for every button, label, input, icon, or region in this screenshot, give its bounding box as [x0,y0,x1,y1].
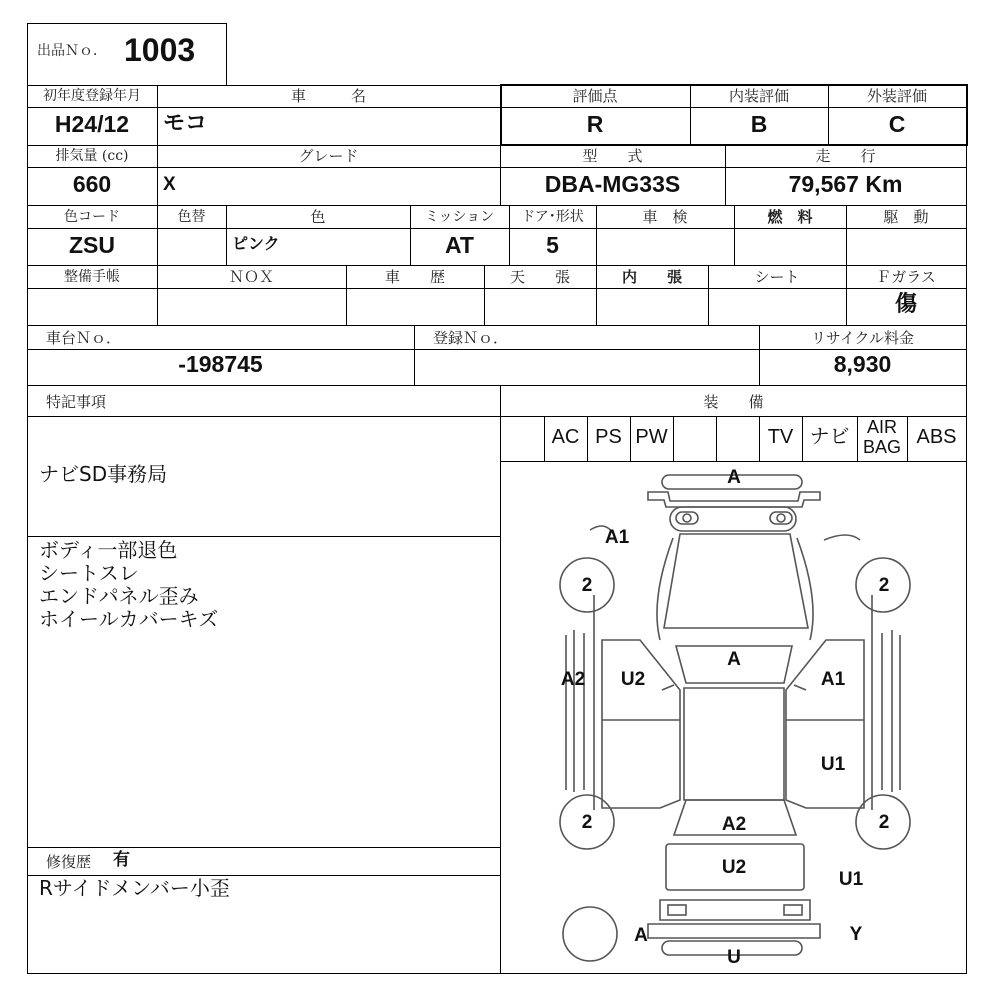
interior-trim-label: 内 張 [621,268,682,286]
equipment-item-ac: AC [551,426,580,448]
damage-code-front-bumper: A [727,467,741,488]
recycle-value: 8,930 [833,351,892,377]
first-reg-label: 初年度登録年月 [43,88,141,104]
front-grille-outline [670,507,796,531]
damage-code-left-front-fender: A1 [604,527,630,548]
repair-detail: Rサイドメンバー小歪 [39,876,230,900]
equipment-label: 装 備 [703,393,764,411]
mileage-value: 79,567 Km [788,171,903,197]
equipment-item-pw: PW [635,426,668,448]
score-value: R [586,111,604,137]
damage-code-rear-bumper: U [727,947,741,968]
headliner-label: 天 張 [509,268,570,286]
damage-code-tailgate: U2 [721,857,747,878]
transmission-value: AT [445,232,474,258]
damage-code-roof-front: A [727,649,741,670]
damage-code-right-rear-door: U1 [820,754,846,775]
damage-code-roof-rear: A2 [721,814,747,835]
equipment-item-navi: ナビ [809,426,850,448]
repaint-label: 色替 [177,209,206,225]
score-label: 評価点 [572,87,618,105]
damage-code-right-front-door: A1 [820,669,846,690]
displacement-label: 排気量 (cc) [55,148,129,164]
repair-label: 修復歴 [46,853,92,871]
equipment-item-ps: PS [595,426,622,448]
note-line: シートスレ [39,561,139,585]
drive-label: 駆 動 [883,208,929,226]
car-name-label: 車 名 [290,87,366,105]
spare-tire-outline [563,907,617,961]
chassis-value: -198745 [178,351,263,377]
roof-outline [662,646,806,835]
chassis-label: 車台Ｎｏ． [46,329,122,347]
damage-code-right-rear-wheel: 2 [878,812,890,833]
history-label: 車 歴 [384,268,445,286]
interior-score-label: 内装評価 [728,87,789,105]
inspection-label: 車 検 [642,208,688,226]
equipment-item-airbag: AIR BAG [862,417,901,457]
car-name-value: モコ [163,111,208,136]
color-value: ピンク [232,234,280,253]
repair-value: 有 [113,850,130,870]
notes-label: 特記事項 [46,393,107,411]
exterior-score-value: C [888,111,906,137]
car-damage-diagram [501,462,967,973]
color-label: 色 [310,208,326,226]
notes-top-line: ナビSD事務局 [39,462,168,486]
exterior-score-label: 外装評価 [866,87,927,105]
damage-code-rear-bumper-right: Y [849,924,863,945]
damage-marks [561,467,889,968]
color-code-label: 色コード [64,209,120,225]
damage-code-right-quarter: U1 [838,869,864,890]
fuel-label: 燃 料 [767,208,813,226]
service-book-label: 整備手帳 [64,269,120,285]
transmission-label: ミッション [424,209,495,225]
model-value: DBA-MG33S [544,171,681,197]
damage-code-left-front-door: A2 [560,669,586,690]
equipment-item-abs: ABS [916,426,957,448]
displacement-value: 660 [72,171,112,197]
damage-code-right-front-wheel: 2 [878,575,890,596]
grade-value: X [163,174,176,195]
notes-list [39,539,218,631]
doors-label: ドア･形状 [521,209,584,225]
note-line: エンドパネル歪み [39,584,199,608]
color-code-value: ZSU [69,232,115,258]
lot-label: 出品Ｎｏ． [37,43,107,59]
lot-number: 1003 [124,32,196,68]
first-reg-value: H24/12 [54,111,130,137]
model-label: 型 式 [582,147,643,165]
damage-code-left-front-wheel: 2 [581,575,593,596]
mileage-label: 走 行 [815,147,876,165]
damage-code-left-pillar: U2 [620,669,646,690]
recycle-label: リサイクル料金 [811,329,914,347]
equipment-item-tv: TV [767,426,794,448]
grade-label: グレード [298,147,359,165]
registration-label: 登録Ｎｏ． [433,329,509,347]
seat-label: シート [754,268,800,286]
nox-label: ＮＯＸ [228,268,274,286]
fglass-label: Ｆガラス [876,268,936,286]
fglass-value: 傷 [894,292,917,317]
interior-score-value: B [750,111,768,137]
doors-value: 5 [546,232,559,258]
hood-windshield-outline [657,534,813,640]
note-line: ボディ一部退色 [39,538,178,562]
note-line: ホイールカバーキズ [39,607,219,631]
damage-code-rear-bumper-left: A [634,925,648,946]
damage-code-left-rear-wheel: 2 [581,812,593,833]
